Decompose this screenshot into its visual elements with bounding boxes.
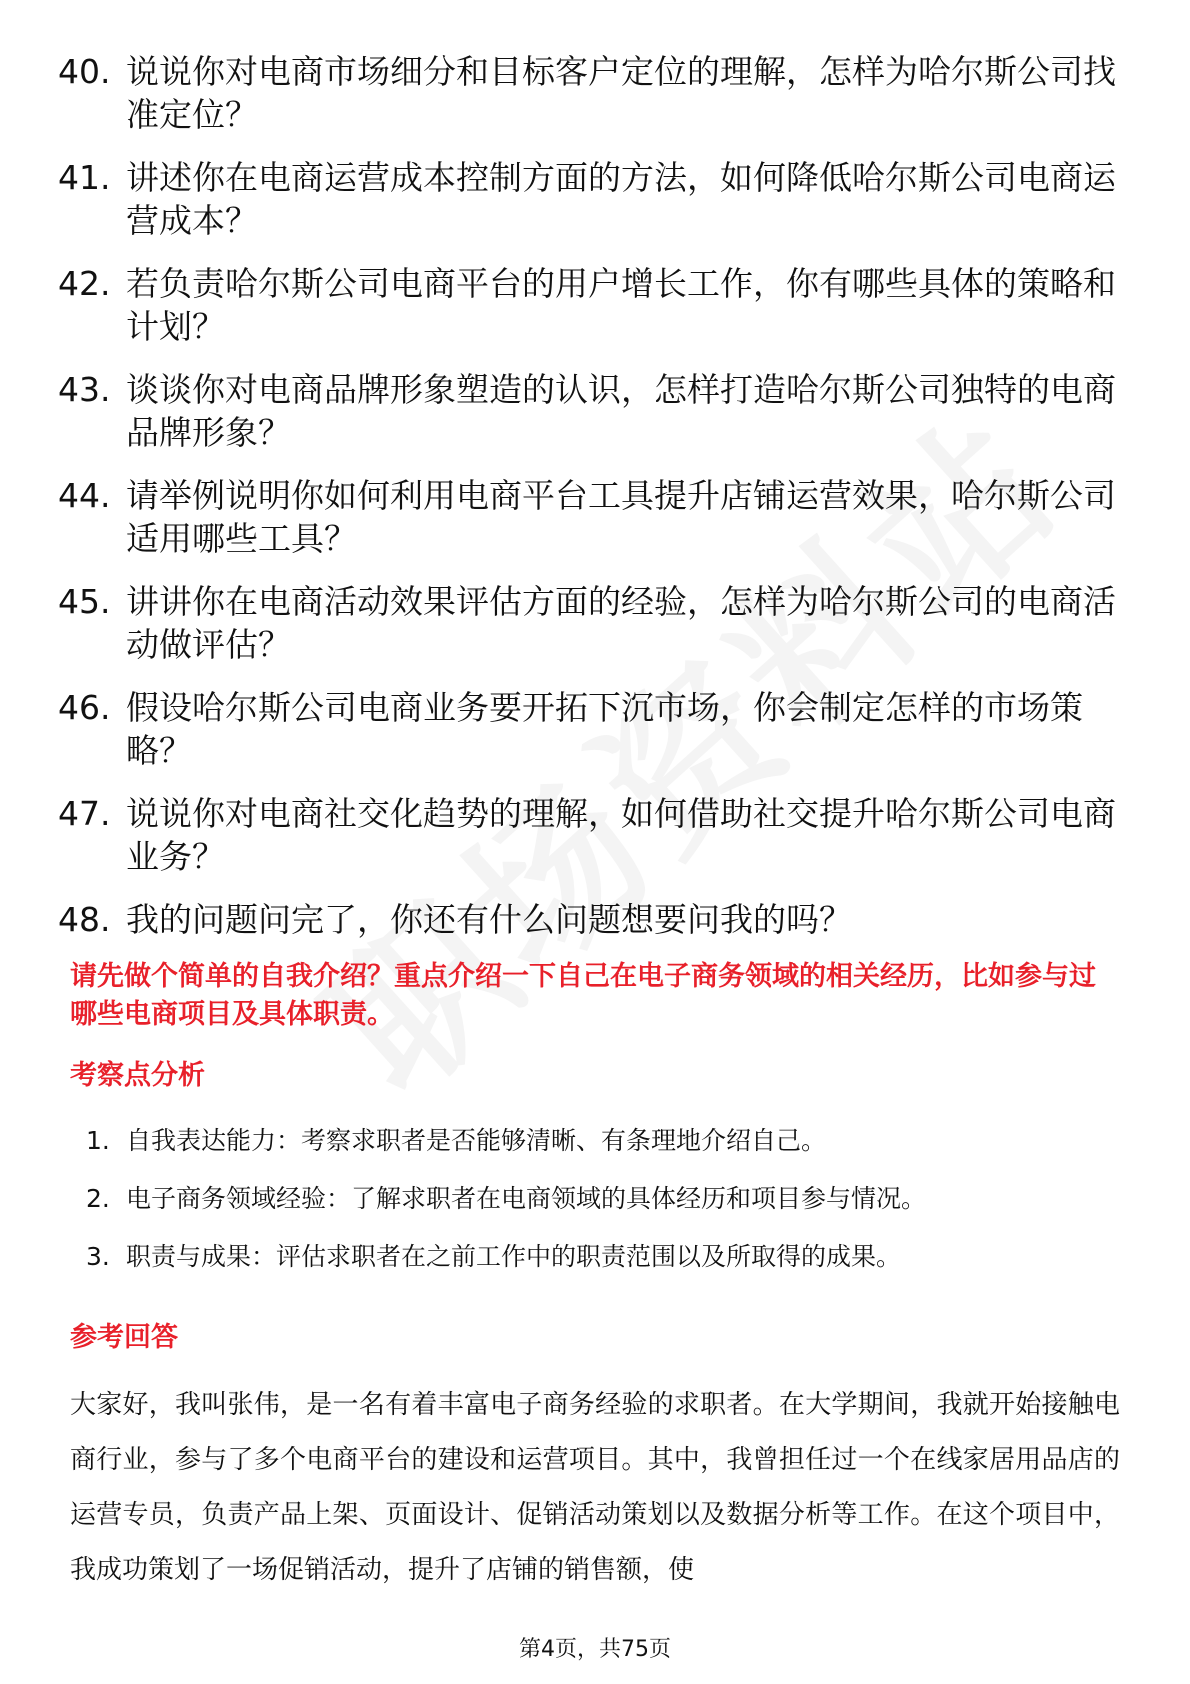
question-text: 假设哈尔斯公司电商业务要开拓下沉市场，你会制定怎样的市场策略？	[126, 688, 1083, 770]
question-list	[58, 50, 1118, 961]
analysis-text: 电子商务领域经验：了解求职者在电商领域的具体经历和项目参与情况。	[126, 1184, 927, 1213]
question-number: 46.	[58, 688, 111, 727]
question-number: 48.	[58, 900, 111, 939]
question-number: 47.	[58, 794, 111, 833]
question-item	[58, 50, 1118, 136]
analysis-text: 职责与成果：评估求职者在之前工作中的职责范围以及所取得的成果。	[126, 1242, 902, 1271]
question-text: 说说你对电商社交化趋势的理解，如何借助社交提升哈尔斯公司电商业务？	[126, 794, 1116, 876]
analysis-list	[86, 1124, 1116, 1298]
question-item	[58, 898, 1118, 941]
analysis-item	[86, 1182, 1116, 1216]
question-number: 41.	[58, 158, 111, 197]
analysis-heading: 考察点分析	[70, 1060, 205, 1091]
question-text: 我的问题问完了，你还有什么问题想要问我的吗？	[126, 900, 852, 939]
question-item	[58, 368, 1118, 454]
question-text: 讲讲你在电商活动效果评估方面的经验，怎样为哈尔斯公司的电商活动做评估？	[126, 582, 1116, 664]
question-number: 43.	[58, 370, 111, 409]
question-number: 42.	[58, 264, 111, 303]
question-number: 45.	[58, 582, 111, 621]
question-text: 若负责哈尔斯公司电商平台的用户增长工作，你有哪些具体的策略和计划？	[126, 264, 1116, 346]
question-text: 讲述你在电商运营成本控制方面的方法，如何降低哈尔斯公司电商运营成本？	[126, 158, 1116, 240]
question-text: 说说你对电商市场细分和目标客户定位的理解，怎样为哈尔斯公司找准定位？	[126, 52, 1116, 134]
analysis-item	[86, 1240, 1116, 1274]
question-number: 40.	[58, 52, 111, 91]
question-item	[58, 580, 1118, 666]
featured-question: 请先做个简单的自我介绍？重点介绍一下自己在电子商务领域的相关经历，比如参与过哪些电商项目及具体职责。	[70, 961, 1096, 1030]
question-item	[58, 792, 1118, 878]
analysis-item	[86, 1124, 1116, 1158]
analysis-number: 1.	[86, 1126, 110, 1155]
question-item	[58, 686, 1118, 772]
analysis-number: 3.	[86, 1242, 110, 1271]
reference-answer: 大家好，我叫张伟，是一名有着丰富电子商务经验的求职者。在大学期间，我就开始接触电商行业，参与了多个电商平台的建设和运营项目。其中，我曾担任过一个在线家居用品店的运营专员，负责产品上架、页面设计、促销活动策划以及数据分析等工作。在这个项目中，我成功策划了一场促销活动，提升了店铺的销售额，使	[70, 1390, 1120, 1585]
question-item	[58, 474, 1118, 560]
question-item	[58, 262, 1118, 348]
question-text: 请举例说明你如何利用电商平台工具提升店铺运营效果，哈尔斯公司适用哪些工具？	[126, 476, 1116, 558]
question-number: 44.	[58, 476, 111, 515]
question-text: 谈谈你对电商品牌形象塑造的认识，怎样打造哈尔斯公司独特的电商品牌形象？	[126, 370, 1116, 452]
analysis-number: 2.	[86, 1184, 110, 1213]
reference-heading: 参考回答	[70, 1322, 178, 1353]
analysis-text: 自我表达能力：考察求职者是否能够清晰、有条理地介绍自己。	[126, 1126, 827, 1155]
question-item	[58, 156, 1118, 242]
page-footer: 第4页，共75页	[519, 1637, 671, 1662]
